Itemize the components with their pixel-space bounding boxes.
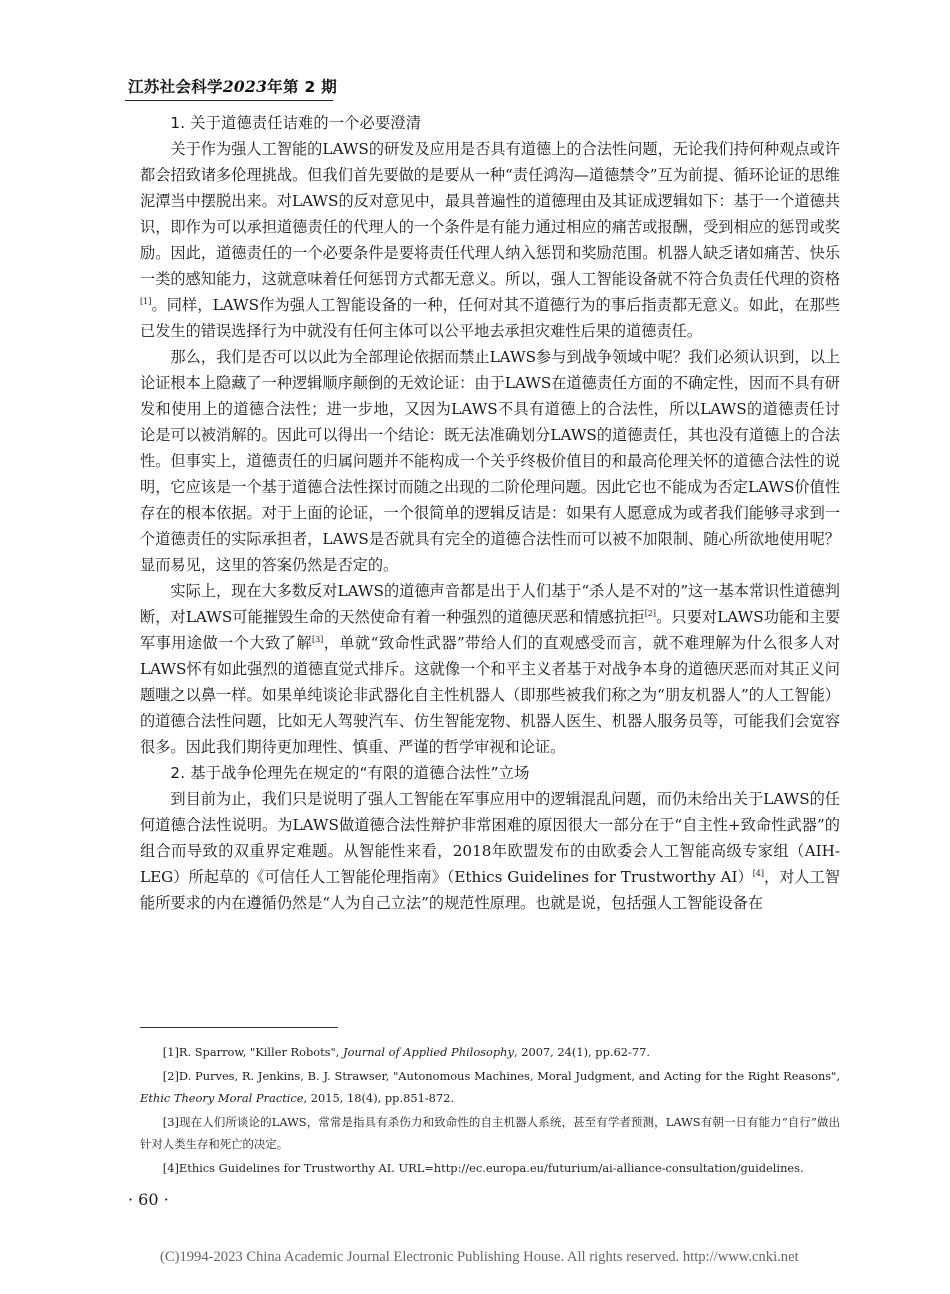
section-heading-1: 1. 关于道德责任诘难的一个必要澄清 — [170, 114, 422, 132]
journal-year: 2023 — [222, 77, 268, 96]
page-number: · 60 · — [128, 1190, 169, 1209]
journal-name: 江苏社会科学 — [128, 78, 223, 96]
journal-issue: 年第 2 期 — [267, 78, 338, 96]
footnote-1: [1]R. Sparrow, "Killer Robots", Journal of Applied Philosophy, 2007, 24(1), pp.62-77. — [162, 1045, 650, 1059]
header-rule — [125, 100, 333, 101]
article-body — [140, 110, 840, 916]
footnote-3: [3]现在人们所谈论的LAWS，常常是指具有杀伤力和致命性的自主机器人系统，甚至有学者预测，LAWS有朝一日有能力“自行”做出针对人类生存和死亡的决定。 — [140, 1115, 840, 1151]
paragraph: 那么，我们是否可以以此为全部理论依据而禁止LAWS参与到战争领域中呢？我们必须认识到，以上论证根本上隐藏了一种逻辑顺序颠倒的无效论证：由于LAWS在道德责任方面的不确定性，因而不具有研发和使用上的道德合法性；进一步地，又因为LAWS不具有道德上的合法性，所以LAWS的道德责任讨论是可以被消解的。因此可以得出一个结论：既无法准确划分LAWS的道德责任，其也没有道德上的合法性。但事实上，道德责任的归属问题并不能构成一个关乎终极价值目的和最高伦理关怀的道德合法性的说明，它应该是一个基于道德合法性探讨而随之出现的二阶伦理问题。因此它也不能成为否定LAWS价值性存在的根本依据。对于上面的论证，一个很简单的逻辑反诘是：如果有人愿意成为或者我们能够寻求到一个道德责任的实际承担者，LAWS是否就具有完全的道德合法性而可以被不加限制、随心所欲地使用呢？显而易见，这里的答案仍然是否定的。 — [140, 348, 840, 574]
paragraph: 实际上，现在大多数反对LAWS的道德声音都是出于人们基于“杀人是不对的”这一基本常识性道德判断，对LAWS可能摧毁生命的天然使命有着一种强烈的道德厌恶和情感抗拒[2]。只要对LAWS功能和主要军事用途做一个大致了解[3]，单就“致命性武器”带给人们的直观感受而言，就不难理解为什么很多人对LAWS怀有如此强烈的道德直觉式排斥。这就像一个和平主义者基于对战争本身的道德厌恶而对其正义问题嗤之以鼻一样。如果单纯谈论非武器化自主性机器人（即那些被我们称之为“朋友机器人”的人工智能）的道德合法性问题，比如无人驾驶汽车、仿生智能宠物、机器人医生、机器人服务员等，可能我们会宽容很多。因此我们期待更加理性、慎重、严谨的哲学审视和论证。 — [140, 582, 841, 756]
footnote-rule — [140, 1027, 338, 1028]
footnote-ref[interactable]: [3] — [311, 634, 324, 644]
footnote-ref[interactable]: [1] — [140, 296, 152, 306]
section-heading-2: 2. 基于战争伦理先在规定的“有限的道德合法性”立场 — [170, 764, 530, 782]
copyright-notice: (C)1994-2023 China Academic Journal Electronic Publishing House. All rights reserved. http://www.cnki.net — [160, 1249, 799, 1265]
footnotes — [140, 1041, 840, 1181]
footnote-4: [4]Ethics Guidelines for Trustworthy AI. URL=http://ec.europa.eu/futurium/ai-alliance-consultation/guidelines. — [162, 1161, 804, 1175]
footnote-ref[interactable]: [2] — [644, 608, 657, 618]
paragraph: 到目前为止，我们只是说明了强人工智能在军事应用中的逻辑混乱问题，而仍未给出关于LAWS的任何道德合法性说明。为LAWS做道德合法性辩护非常困难的原因很大一部分在于“自主性+致命性武器”的组合而导致的双重界定难题。从智能性来看，2018年欧盟发布的由欧委会人工智能高级专家组（AIH-LEG）所起草的《可信任人工智能伦理指南》（Ethics Guidelines for Trustworthy AI）[4]，对人工智能所要求的内在遵循仍然是“人为自己立法”的规范性原理。也就是说，包括强人工智能设备在 — [140, 790, 840, 912]
running-head — [128, 76, 338, 100]
footnote-2: [2]D. Purves, R. Jenkins, B. J. Strawser, "Autonomous Machines, Moral Judgment, and Acting for the Right Reasons", Ethic Theory Moral Practice, 2015, 18(4), pp.851-872. — [140, 1069, 840, 1105]
paragraph: 关于作为强人工智能的LAWS的研发及应用是否具有道德上的合法性问题，无论我们持何种观点或许都会招致诸多伦理挑战。但我们首先要做的是要从一种“责任鸿沟—道德禁令”互为前提、循环论证的思维泥潭当中摆脱出来。对LAWS的反对意见中，最具普遍性的道德理由及其证成逻辑如下：基于一个道德共识，即作为可以承担道德责任的代理人的一个条件是有能力通过相应的痛苦或报酬，受到相应的惩罚或奖励。因此，道德责任的一个必要条件是要将责任代理人纳入惩罚和奖励范围。机器人缺乏诸如痛苦、快乐一类的感知能力，这就意味着任何惩罚方式都无意义。所以，强人工智能设备就不符合负责任代理的资格[1]。同样，LAWS作为强人工智能设备的一种，任何对其不道德行为的事后指责都无意义。如此，在那些已发生的错误选择行为中就没有任何主体可以公平地去承担灾难性后果的道德责任。 — [140, 140, 840, 340]
footnote-ref[interactable]: [4] — [752, 868, 765, 878]
